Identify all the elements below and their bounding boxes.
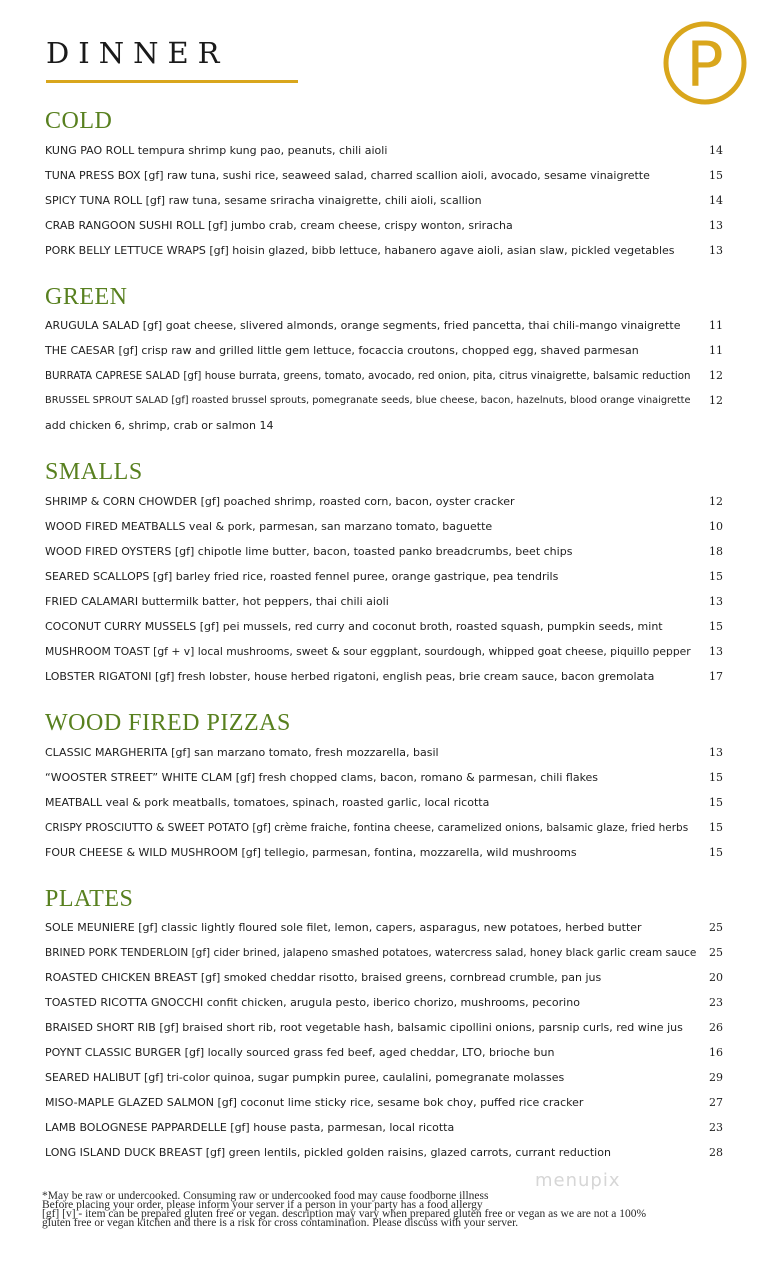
footnote-line: Before placing your order, please inform your server if a person in your party has a food allergy <box>42 1199 483 1211</box>
item-text: SEARED SCALLOPS [gf] barley fried rice, roasted fennel puree, orange gastrique, pea tendrils <box>45 570 559 583</box>
footnote-line: gluten free or vegan kitchen and there is a risk for cross contamination. Please discuss with your server. <box>42 1217 519 1229</box>
item-price: 13 <box>709 645 723 658</box>
item-price: 26 <box>709 1021 723 1034</box>
item-price: 23 <box>709 1121 723 1134</box>
section-title-plates: PLATES <box>45 886 134 912</box>
footnote-line: [gf] [v] - item can be prepared gluten free or vegan. description may vary when prepared gluten free or vegan as we are not a 100% <box>42 1208 647 1220</box>
menu-item <box>45 668 725 686</box>
menu-item <box>45 342 725 360</box>
item-text: MEATBALL veal & pork meatballs, tomatoes, spinach, roasted garlic, local ricotta <box>45 796 490 809</box>
title-underline <box>46 80 298 83</box>
item-price: 12 <box>709 495 723 508</box>
menu-item <box>45 844 725 862</box>
item-price: 11 <box>709 319 723 332</box>
item-price: 15 <box>709 620 723 633</box>
item-price: 14 <box>709 144 723 157</box>
page-title: DINNER <box>46 36 229 70</box>
item-price: 18 <box>709 545 723 558</box>
menu-item <box>45 794 725 812</box>
item-text: POYNT CLASSIC BURGER [gf] locally sourced grass fed beef, aged cheddar, LTO, brioche bun <box>45 1046 555 1059</box>
section-title-pizzas: WOOD FIRED PIZZAS <box>45 710 291 736</box>
menu-item <box>45 744 725 762</box>
item-text: WOOD FIRED OYSTERS [gf] chipotle lime butter, bacon, toasted panko breadcrumbs, beet chips <box>45 545 573 558</box>
item-text: SOLE MEUNIERE [gf] classic lightly floured sole filet, lemon, capers, asparagus, new potatoes, herbed butter <box>45 921 642 934</box>
item-price: 25 <box>709 921 723 934</box>
item-text: WOOD FIRED MEATBALLS veal & pork, parmesan, san marzano tomato, baguette <box>45 520 493 533</box>
item-text: TUNA PRESS BOX [gf] raw tuna, sushi rice, seaweed salad, charred scallion aioli, avocado, sesame vinaigrette <box>45 169 650 182</box>
item-text: SHRIMP & CORN CHOWDER [gf] poached shrimp, roasted corn, bacon, oyster cracker <box>45 495 515 508</box>
item-price: 13 <box>709 244 723 257</box>
item-text: BRUSSEL SPROUT SALAD [gf] roasted brussel sprouts, pomegranate seeds, blue cheese, bacon, hazelnuts, blood orange vinaigrette <box>45 395 691 406</box>
menu-item <box>45 618 725 636</box>
menu-item <box>45 242 725 260</box>
section-title-smalls: SMALLS <box>45 459 143 485</box>
menu-item <box>45 543 725 561</box>
item-price: 28 <box>709 1146 723 1159</box>
menu-item <box>45 819 725 837</box>
item-text: BRAISED SHORT RIB [gf] braised short rib, root vegetable hash, balsamic cipollini onions, parsnip curls, red wine jus <box>45 1021 683 1034</box>
item-text: CRAB RANGOON SUSHI ROLL [gf] jumbo crab, cream cheese, crispy wonton, sriracha <box>45 219 513 232</box>
item-price: 25 <box>709 946 723 959</box>
item-price: 15 <box>709 846 723 859</box>
item-text: SPICY TUNA ROLL [gf] raw tuna, sesame sriracha vinaigrette, chili aioli, scallion <box>45 194 482 207</box>
item-price: 16 <box>709 1046 723 1059</box>
item-price: 17 <box>709 670 723 683</box>
menu-item <box>45 969 725 987</box>
item-text: BRINED PORK TENDERLOIN [gf] cider brined, jalapeno smashed potatoes, watercress salad, honey black garlic cream sauce <box>45 947 697 959</box>
item-text: MISO-MAPLE GLAZED SALMON [gf] coconut lime sticky rice, sesame bok choy, puffed rice cracker <box>45 1096 584 1109</box>
item-text: FRIED CALAMARI buttermilk batter, hot peppers, thai chili aioli <box>45 595 389 608</box>
menu-item <box>45 1069 725 1087</box>
item-price: 29 <box>709 1071 723 1084</box>
menu-item <box>45 1144 725 1162</box>
item-price: 12 <box>709 369 723 382</box>
menu-item <box>45 1094 725 1112</box>
item-price: 27 <box>709 1096 723 1109</box>
footnotes <box>42 1192 732 1228</box>
item-price: 15 <box>709 169 723 182</box>
poynt-logo <box>660 20 750 106</box>
item-text: MUSHROOM TOAST [gf + v] local mushrooms, sweet & sour eggplant, sourdough, whipped goat cheese, piquillo pepper <box>45 645 691 658</box>
menu-item <box>45 518 725 536</box>
menu-item <box>45 1019 725 1037</box>
item-text: ROASTED CHICKEN BREAST [gf] smoked cheddar risotto, braised greens, cornbread crumble, pan jus <box>45 971 602 984</box>
logo-letter: P <box>686 28 724 101</box>
item-price: 14 <box>709 194 723 207</box>
item-price: 13 <box>709 595 723 608</box>
item-text: LOBSTER RIGATONI [gf] fresh lobster, house herbed rigatoni, english peas, brie cream sauce, bacon gremolata <box>45 670 655 683</box>
item-text: SEARED HALIBUT [gf] tri-color quinoa, sugar pumpkin puree, caulalini, pomegranate molasses <box>45 1071 565 1084</box>
item-price: 11 <box>709 344 723 357</box>
menu-item <box>45 1044 725 1062</box>
watermark: menupix <box>535 1170 621 1191</box>
item-text: “WOOSTER STREET” WHITE CLAM [gf] fresh chopped clams, bacon, romano & parmesan, chili flakes <box>45 771 599 784</box>
menu-item <box>45 317 725 335</box>
item-price: 15 <box>709 570 723 583</box>
item-text: COCONUT CURRY MUSSELS [gf] pei mussels, red curry and coconut broth, roasted squash, pumpkin seeds, mint <box>45 620 663 633</box>
item-price: 10 <box>709 520 723 533</box>
menu-item <box>45 192 725 210</box>
menu-item <box>45 593 725 611</box>
item-text: BURRATA CAPRESE SALAD [gf] house burrata, greens, tomato, avocado, red onion, pita, citrus vinaigrette, balsamic reduction <box>45 370 691 382</box>
menu-item <box>45 919 725 937</box>
menu-item <box>45 367 725 385</box>
item-price: 15 <box>709 796 723 809</box>
menu-item <box>45 217 725 235</box>
item-price: 15 <box>709 771 723 784</box>
item-text: LAMB BOLOGNESE PAPPARDELLE [gf] house pasta, parmesan, local ricotta <box>45 1121 455 1134</box>
footnote-line: *May be raw or undercooked. Consuming raw or undercooked food may cause foodborne illness <box>42 1190 489 1202</box>
menu-item <box>45 643 725 661</box>
item-text: LONG ISLAND DUCK BREAST [gf] green lentils, pickled golden raisins, glazed carrots, currant reduction <box>45 1146 611 1159</box>
menu-item <box>45 944 725 962</box>
item-price: 13 <box>709 219 723 232</box>
section-title-green: GREEN <box>45 284 128 310</box>
item-text: CRISPY PROSCIUTTO & SWEET POTATO [gf] crème fraiche, fontina cheese, caramelized onions, balsamic glaze, fried herbs <box>45 822 689 834</box>
item-text: add chicken 6, shrimp, crab or salmon 14 <box>45 419 274 432</box>
item-text: ARUGULA SALAD [gf] goat cheese, slivered almonds, orange segments, fried pancetta, thai chili-mango vinaigrette <box>45 319 681 332</box>
item-text: FOUR CHEESE & WILD MUSHROOM [gf] tellegio, parmesan, fontina, mozzarella, wild mushrooms <box>45 846 577 859</box>
menu-item <box>45 167 725 185</box>
section-title-cold: COLD <box>45 108 113 134</box>
menu-item-addon <box>45 417 725 435</box>
menu-item <box>45 392 725 410</box>
item-text: KUNG PAO ROLL tempura shrimp kung pao, peanuts, chili aioli <box>45 144 388 157</box>
menu-item <box>45 142 725 160</box>
menu-item <box>45 1119 725 1137</box>
menu-item <box>45 493 725 511</box>
item-text: PORK BELLY LETTUCE WRAPS [gf] hoisin glazed, bibb lettuce, habanero agave aioli, asian slaw, pickled vegetables <box>45 244 675 257</box>
item-text: THE CAESAR [gf] crisp raw and grilled little gem lettuce, focaccia croutons, chopped egg, shaved parmesan <box>45 344 639 357</box>
menu-item <box>45 994 725 1012</box>
item-price: 20 <box>709 971 723 984</box>
menu-item <box>45 769 725 787</box>
item-price: 12 <box>709 394 723 407</box>
item-price: 15 <box>709 821 723 834</box>
item-text: CLASSIC MARGHERITA [gf] san marzano tomato, fresh mozzarella, basil <box>45 746 439 759</box>
item-price: 13 <box>709 746 723 759</box>
item-text: TOASTED RICOTTA GNOCCHI confit chicken, arugula pesto, iberico chorizo, mushrooms, pecorino <box>45 996 580 1009</box>
item-price: 23 <box>709 996 723 1009</box>
menu-item <box>45 568 725 586</box>
